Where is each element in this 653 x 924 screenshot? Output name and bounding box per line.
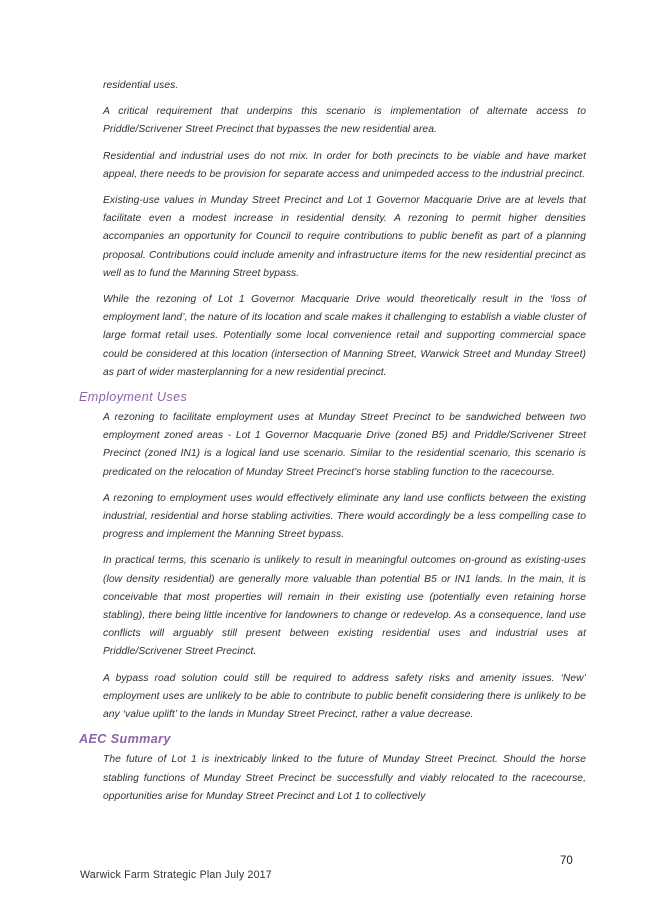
body-paragraph: A bypass road solution could still be required to address safety risks and amenity issues. ‘New’ employment uses are unlikely to be able to contribute to public benefit considering there is unlikely to be any ‘value uplift’ to the lands in Munday Street Precinct, rather a value decrease. — [103, 672, 586, 721]
body-paragraph: residential uses. — [103, 80, 179, 91]
section-heading-aec-summary: AEC Summary — [79, 732, 171, 747]
page-content — [79, 77, 586, 814]
body-paragraph: In practical terms, this scenario is unlikely to result in meaningful outcomes on-ground as existing-uses (low density residential) are generally more valuable than potential B5 or IN1 lands. In the main, it is conceivable that most properties will remain in their existing use (potentially even retaining horse stabling), there being little incentive for landowners to change or redevelop. As a consequence, land use conflicts will arguably still present between existing residential uses and industrial uses at Priddle/Scrivener Street Precinct. — [103, 555, 586, 658]
body-paragraph: A rezoning to employment uses would effectively eliminate any land use conflicts between the existing industrial, residential and horse stabling activities. There would accordingly be a less compelling case to progress and implement the Manning Street bypass. — [103, 492, 586, 541]
footer-document-title: Warwick Farm Strategic Plan July 2017 — [80, 869, 272, 881]
section-heading-employment-uses: Employment Uses — [79, 390, 188, 405]
body-paragraph: While the rezoning of Lot 1 Governor Macquarie Drive would theoretically result in the ‘loss of employment land’, the nature of its location and scale makes it challenging to establish a viable cluster of large format retail uses. Potentially some local convenience retail and supporting commercial space could be considered at this location (intersection of Manning Street, Warwick Street and Munday Street) as part of wider masterplanning for a new residential precinct. — [103, 294, 586, 378]
body-paragraph: The future of Lot 1 is inextricably linked to the future of Munday Street Precinct. Should the horse stabling functions of Munday Street Precinct be successfully and viably relocated to the racecourse, opportunities arise for Munday Street Precinct and Lot 1 to collectively — [103, 754, 586, 802]
body-paragraph: A rezoning to facilitate employment uses at Munday Street Precinct to be sandwiched between two employment zoned areas - Lot 1 Governor Macquarie Drive (zoned B5) and Priddle/Scrivener Street Precinct (zoned IN1) is a logical land use scenario. Similar to the residential scenario, this scenario is predicated on the relocation of Munday Street Precinct’s horse stabling function to the racecourse. — [103, 412, 586, 478]
page-number: 70 — [560, 855, 573, 867]
body-paragraph: Existing-use values in Munday Street Precinct and Lot 1 Governor Macquarie Drive are at levels that facilitate even a modest increase in residential density. A rezoning to permit higher densities accompanies an opportunity for Council to require contributions to public benefit as part of a planning proposal. Contributions could include amenity and infrastructure items for the new residential precinct as well as to fund the Manning Street bypass. — [103, 195, 586, 279]
body-paragraph: A critical requirement that underpins this scenario is implementation of alternate access to Priddle/Scrivener Street Precinct that bypasses the new residential area. — [103, 106, 586, 136]
body-paragraph: Residential and industrial uses do not mix. In order for both precincts to be viable and have market appeal, there needs to be provision for separate access and unimpeded access to the industrial precinct. — [103, 150, 586, 180]
